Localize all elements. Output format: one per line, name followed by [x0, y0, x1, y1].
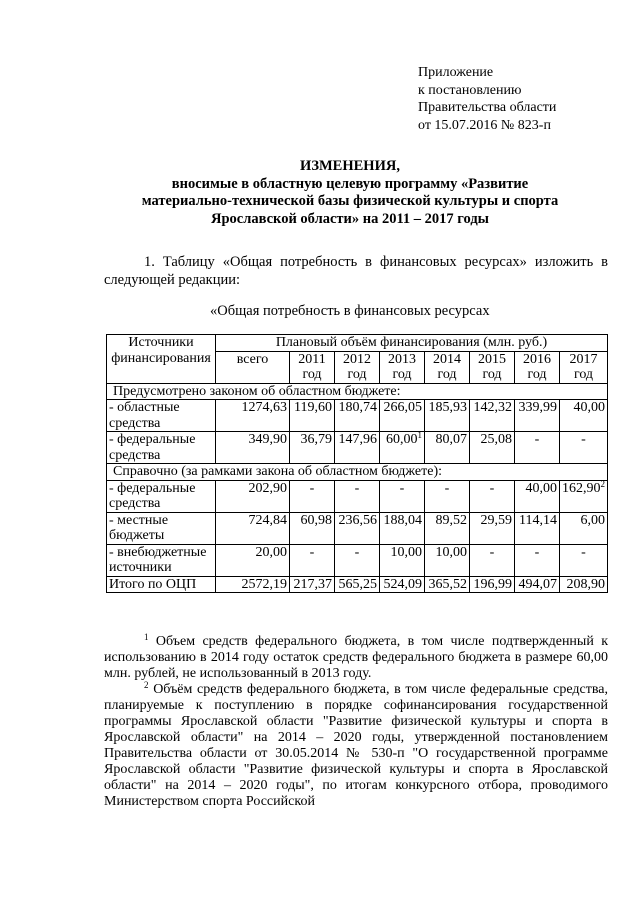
value-text: 119,60 — [294, 400, 332, 415]
value-text: 25,08 — [480, 432, 512, 447]
appendix-line: к постановлению — [418, 82, 522, 98]
total-value: 365,52 — [425, 576, 470, 593]
row-value — [290, 432, 335, 464]
row-value — [515, 480, 560, 512]
value-text: 162,90 — [562, 480, 601, 496]
value-text: 80,07 — [435, 432, 467, 447]
footnote-ref: 2 — [600, 478, 605, 489]
header-year: 2016 год — [515, 351, 560, 383]
value-text: 60,00 — [386, 432, 418, 447]
value-text: 40,00 — [573, 400, 605, 415]
value-text: - — [399, 480, 405, 496]
row-source: - внебюджетные источники — [107, 544, 216, 576]
row-value — [560, 512, 608, 544]
header-year: 2017 год — [560, 351, 608, 383]
value-text: 185,93 — [428, 400, 467, 415]
row-value — [216, 432, 290, 464]
header-source: Источники финансирования — [107, 335, 216, 384]
value-text: 89,52 — [435, 512, 467, 528]
row-source: - областные средства — [107, 400, 216, 432]
value-text: - — [354, 544, 360, 560]
header-year: 2014 год — [425, 351, 470, 383]
appendix-line: от 15.07.2016 № 823-п — [418, 117, 551, 133]
row-value — [470, 400, 515, 432]
value-text: - — [354, 480, 360, 496]
row-source: - федеральные средства — [107, 432, 216, 464]
value-text: 40,00 — [525, 480, 557, 496]
row-value — [470, 432, 515, 464]
value-text: - — [489, 544, 495, 560]
header-total: всего — [216, 351, 290, 383]
row-value — [380, 512, 425, 544]
paragraph-1 — [104, 254, 608, 289]
financing-table — [106, 334, 608, 593]
footnote-text: Объём средств федерального бюджета, в том числе федеральные средства, планируемые к поступлению в порядке софинансирования государственной программы Ярославской области "Развитие физической культуры и спорта в Ярославской области" на 2014 – 2020 годы, утвержденной постановлением Правительства области от 30.05.2014 № 530-п "О государственной программе Ярославской области "Развитие физической культуры и спорта в Ярославской области" на 2014 – 2020 годы", по итогам конкурсного отбора, проводимого Министерством спорта Российской — [104, 682, 609, 809]
value-text: 236,56 — [338, 512, 377, 528]
section-label: Справочно (за рамками закона об областном бюджете): — [107, 464, 608, 481]
row-value — [290, 544, 335, 576]
row-value — [216, 480, 290, 512]
table-row — [107, 544, 608, 576]
total-label: Итого по ОЦП — [107, 576, 216, 593]
row-value — [515, 544, 560, 576]
row-value — [335, 400, 380, 432]
total-value: 196,99 — [470, 576, 515, 593]
value-text: - — [309, 480, 315, 496]
section-row — [107, 383, 608, 400]
value-text: 10,00 — [435, 544, 467, 560]
footnote-mark: 2 — [144, 680, 149, 690]
row-value — [470, 544, 515, 576]
row-value — [425, 432, 470, 464]
row-value — [425, 480, 470, 512]
value-text: 202,90 — [248, 480, 287, 496]
row-value — [216, 400, 290, 432]
row-value — [515, 400, 560, 432]
value-text: 339,99 — [518, 400, 557, 415]
row-value — [216, 512, 290, 544]
row-value — [560, 480, 608, 512]
total-value: 208,90 — [560, 576, 608, 593]
row-value — [560, 432, 608, 464]
value-text: 147,96 — [338, 432, 377, 447]
title-line: вносимые в областную целевую программу «Развитие — [171, 175, 529, 192]
row-value — [335, 544, 380, 576]
header-year: 2012 год — [335, 351, 380, 383]
table-row — [107, 400, 608, 432]
table-caption: «Общая потребность в финансовых ресурсах — [210, 303, 490, 319]
value-text: 724,84 — [248, 512, 287, 528]
header-year: 2011 год — [290, 351, 335, 383]
row-value — [380, 400, 425, 432]
value-text: - — [489, 480, 495, 496]
title-line: Ярославской области» на 2011 – 2017 годы — [210, 210, 490, 227]
row-value — [425, 400, 470, 432]
table-row — [107, 512, 608, 544]
table-row — [107, 432, 608, 464]
row-source: - федеральные средства — [107, 480, 216, 512]
value-text: 188,04 — [383, 512, 422, 528]
value-text: - — [309, 544, 315, 560]
total-value: 217,37 — [290, 576, 335, 593]
footnote-1 — [104, 634, 608, 682]
total-rows — [107, 576, 608, 593]
row-value — [335, 512, 380, 544]
row-value — [515, 512, 560, 544]
section-2-rows — [107, 480, 608, 576]
row-value — [425, 512, 470, 544]
table-row — [107, 480, 608, 512]
footnote-2 — [104, 682, 608, 810]
row-value — [560, 544, 608, 576]
total-value: 524,09 — [380, 576, 425, 593]
row-value — [380, 432, 425, 464]
footnote-ref: 1 — [417, 430, 422, 440]
footnote-mark: 1 — [144, 632, 149, 642]
header-plan: Плановый объём финансирования (млн. руб.) — [216, 335, 608, 352]
row-value — [335, 432, 380, 464]
row-value — [560, 400, 608, 432]
value-text: 10,00 — [390, 544, 422, 560]
appendix-line: Приложение — [418, 65, 494, 80]
value-text: 349,90 — [248, 432, 287, 447]
row-value — [425, 544, 470, 576]
row-value — [335, 480, 380, 512]
row-value — [470, 512, 515, 544]
section-1-rows — [107, 400, 608, 464]
value-text: - — [444, 480, 450, 496]
value-text: - — [534, 432, 540, 447]
value-text: 180,74 — [338, 400, 377, 415]
footnote-text: Объем средств федерального бюджета, в том числе подтвержденный к использованию в 2014 году остаток средств федерального бюджета в размере 60,00 млн. рублей, не использованный в 2013 году. — [104, 634, 609, 681]
total-value: 2572,19 — [216, 576, 290, 593]
value-text: - — [534, 544, 540, 560]
value-text: - — [581, 544, 586, 560]
value-text: 36,79 — [300, 432, 332, 447]
value-text: - — [581, 432, 586, 447]
value-text: 266,05 — [383, 400, 422, 415]
row-value — [515, 432, 560, 464]
document-title — [80, 158, 620, 228]
header-year: 2013 год — [380, 351, 425, 383]
value-text: 6,00 — [580, 512, 605, 528]
section-label: Предусмотрено законом об областном бюджете: — [107, 383, 608, 400]
row-value — [380, 480, 425, 512]
total-row — [107, 576, 608, 593]
row-value — [290, 512, 335, 544]
value-text: 29,59 — [480, 512, 512, 528]
paragraph-1-text: 1. Таблицу «Общая потребность в финансовых ресурсах» изложить в следующей редакции: — [104, 254, 608, 288]
value-text: 1274,63 — [241, 400, 287, 415]
total-value: 494,07 — [515, 576, 560, 593]
appendix-block — [418, 64, 618, 134]
appendix-line: Правительства области — [418, 100, 557, 115]
header-year: 2015 год — [470, 351, 515, 383]
row-value — [470, 480, 515, 512]
row-value — [290, 400, 335, 432]
table-header-row — [107, 335, 608, 352]
title-line: материально-технической базы физической культуры и спорта — [141, 193, 559, 209]
section-row — [107, 464, 608, 481]
value-text: 60,98 — [300, 512, 332, 528]
row-value — [380, 544, 425, 576]
row-value — [290, 480, 335, 512]
value-text: 20,00 — [255, 544, 287, 560]
total-value: 565,25 — [335, 576, 380, 593]
value-text: 142,32 — [473, 400, 512, 415]
value-text: 114,14 — [519, 512, 557, 528]
row-value — [216, 544, 290, 576]
title-line: ИЗМЕНЕНИЯ, — [300, 158, 400, 174]
row-source: - местные бюджеты — [107, 512, 216, 544]
footnotes — [104, 634, 608, 810]
